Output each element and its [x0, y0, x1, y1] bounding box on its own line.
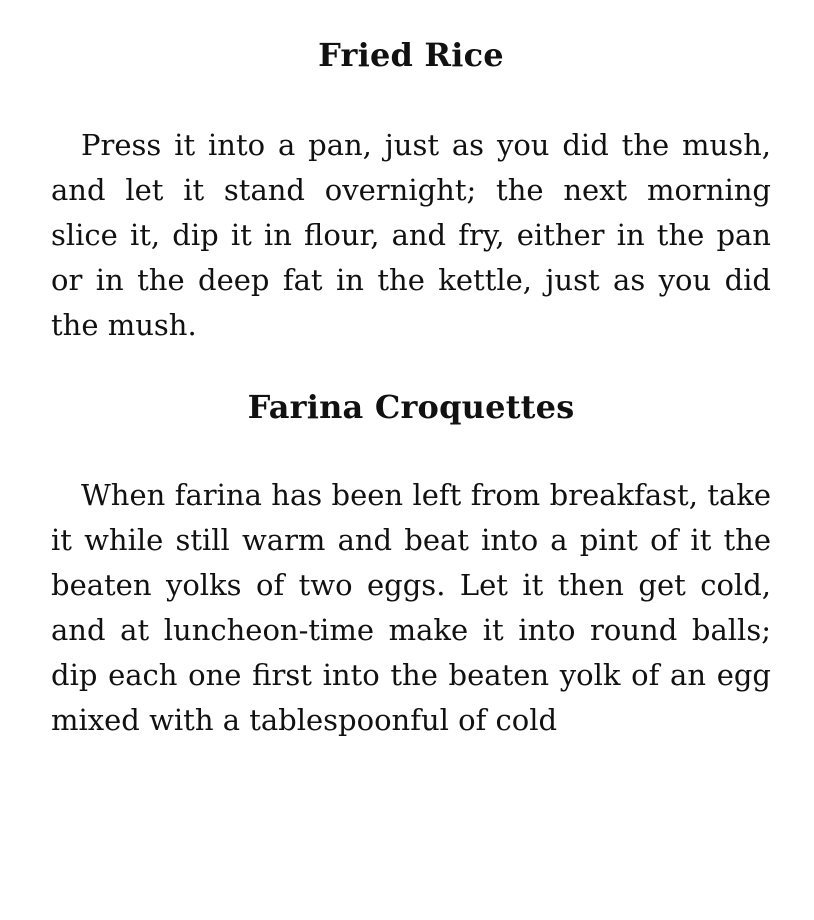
section-body: When farina has been left from breakfast, take it while still warm and beat into a pint of it the beaten yolks of two eggs. Let it then get cold, and at luncheon-time make it into round balls; dip each one first into the beaten yolk of an egg mixed with a tablespoonful of cold [51, 478, 771, 737]
document-page [51, 30, 771, 743]
recipe-fried-rice [51, 30, 771, 348]
section-body: Press it into a pan, just as you did the mush, and let it stand overnight; the next morning slice it, dip it in flour, and fry, either in the pan or in the deep fat in the kettle, just as you did the mush. [51, 128, 771, 342]
recipe-farina-croquettes [51, 382, 771, 743]
section-title: Fried Rice [318, 36, 504, 74]
section-title: Farina Croquettes [247, 388, 575, 426]
